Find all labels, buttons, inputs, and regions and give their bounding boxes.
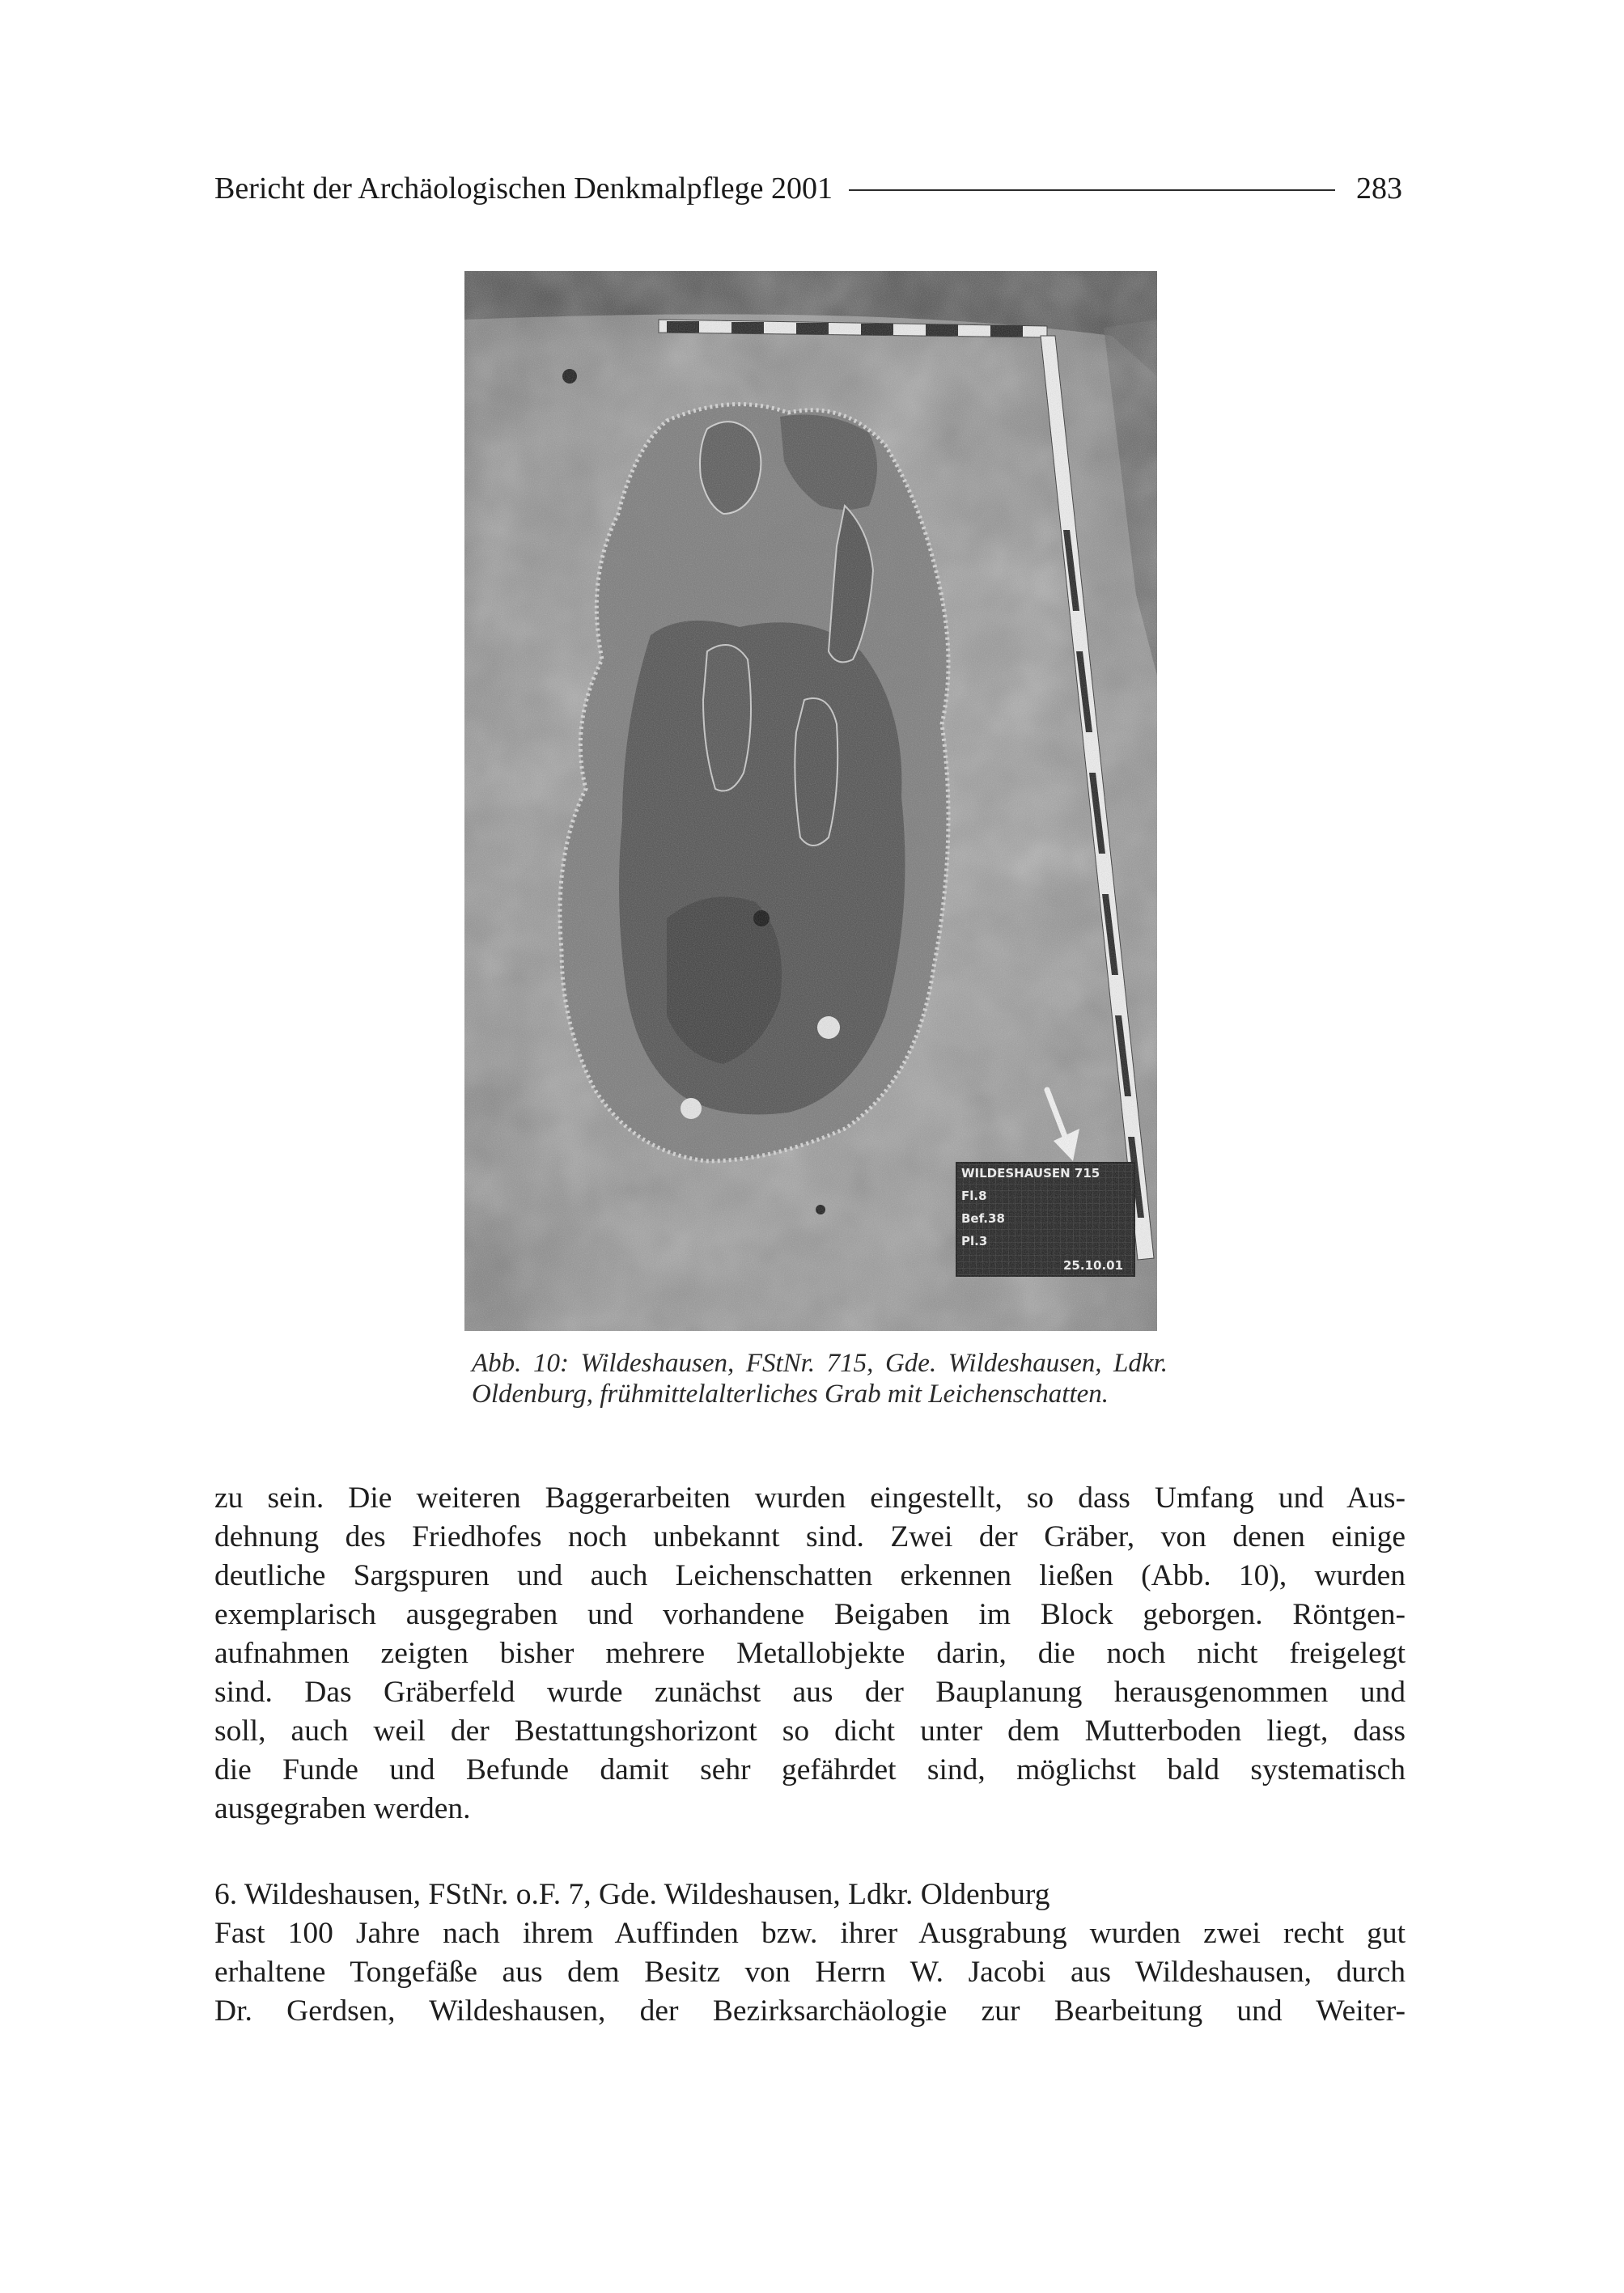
running-header (214, 166, 1402, 211)
text-line: sind. Das Gräberfeld wurde zunächst aus der Bauplanung herausgenommen und (214, 1676, 1406, 1709)
text-line: die Funde und Befunde damit sehr gefährdet sind, möglichst bald systematisch (214, 1753, 1406, 1787)
excavation-photo-drawing (464, 271, 1157, 1331)
section-heading: 6. Wildeshausen, FStNr. o.F. 7, Gde. Wildeshausen, Ldkr. Oldenburg (214, 1878, 1050, 1911)
photo-grain (464, 271, 1157, 1331)
text-line: zu sein. Die weiteren Baggerarbeiten wurden eingestellt, so dass Umfang und Aus- (214, 1481, 1406, 1515)
body-paragraph-2 (214, 1914, 1406, 2031)
text-line: Dr. Gerdsen, Wildeshausen, der Bezirksarchäologie zur Bearbeitung und Weiter- (214, 1994, 1406, 2028)
text-line: deutliche Sargspuren und auch Leichenschatten erkennen ließen (Abb. 10), wurden (214, 1559, 1406, 1592)
text-line: aufnahmen zeigten bisher mehrere Metallobjekte darin, die noch nicht freigelegt (214, 1637, 1406, 1670)
text-line: erhaltene Tongefäße aus dem Besitz von Herrn W. Jacobi aus Wildeshausen, durch (214, 1956, 1406, 1989)
header-rule (849, 189, 1335, 191)
body-paragraph-1 (214, 1479, 1406, 1829)
text-line: Fast 100 Jahre nach ihrem Auffinden bzw. ihrer Ausgrabung wurden zwei recht gut (214, 1917, 1406, 1950)
excavation-photo (464, 271, 1157, 1331)
text-line: soll, auch weil der Bestattungshorizont so dicht unter dem Mutterboden liegt, dass (214, 1714, 1406, 1748)
figure-caption: Abb. 10: Wildeshausen, FStNr. 715, Gde. Wildeshausen, Ldkr. Oldenburg, frühmittelalterliches Grab mit Leichenschatten. (472, 1349, 1168, 1409)
page-number: 283 (1356, 172, 1402, 206)
text-line: ausgegraben werden. (214, 1792, 471, 1825)
text-line: exemplarisch ausgegraben und vorhandene Beigaben im Block geborgen. Röntgen- (214, 1598, 1406, 1631)
running-header-title: Bericht der Archäologischen Denkmalpflege 2001 (214, 172, 833, 206)
text-line: dehnung des Friedhofes noch unbekannt sind. Zwei der Gräber, von denen einige (214, 1520, 1406, 1553)
